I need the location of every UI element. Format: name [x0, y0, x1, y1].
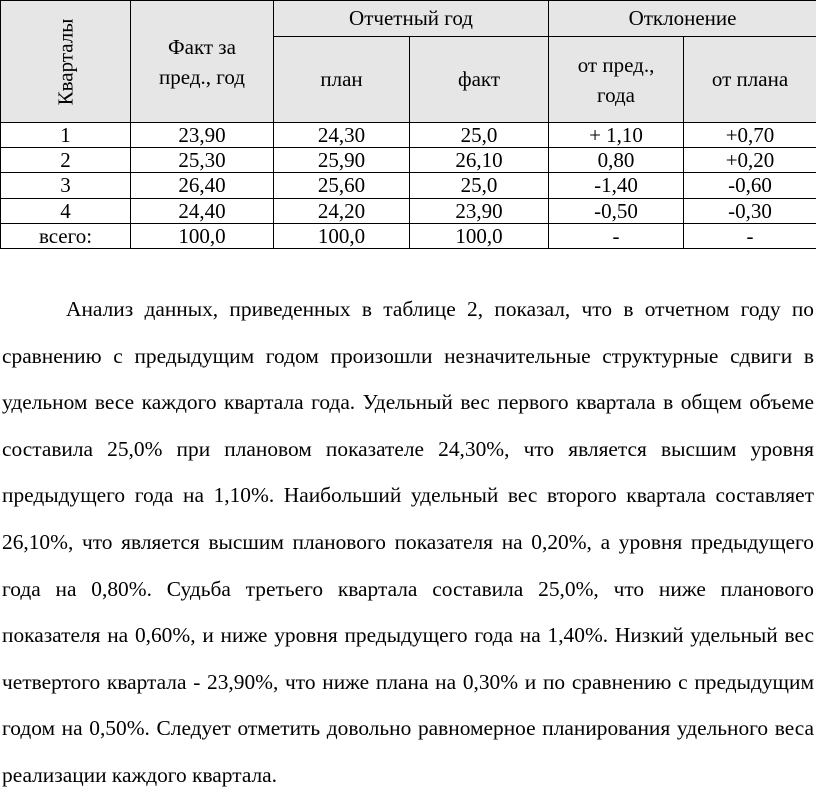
cell-dev-prev: -1,40 — [549, 173, 684, 198]
cell-quarter: 2 — [1, 148, 131, 173]
header-deviation: Отклонение — [549, 1, 816, 37]
cell-fact: 26,10 — [410, 148, 549, 173]
header-from-prev — [549, 37, 684, 123]
data-table — [0, 0, 816, 249]
header-row — [1, 1, 816, 37]
header-from-prev-line1: от пред., — [577, 52, 655, 77]
table-total-row — [1, 223, 816, 248]
header-fact-prev-line2: пред., год — [159, 64, 245, 89]
cell-dev-prev: + 1,10 — [549, 123, 684, 148]
header-quarters — [1, 1, 131, 123]
cell-dev-plan: -0,60 — [684, 173, 816, 198]
cell-plan: 25,90 — [274, 148, 410, 173]
header-from-prev-line2: года — [597, 82, 636, 107]
cell-total-label: всего: — [1, 223, 131, 248]
cell-fact-prev: 26,40 — [131, 173, 274, 198]
cell-plan: 24,30 — [274, 123, 410, 148]
cell-plan: 25,60 — [274, 173, 410, 198]
cell-dev-plan: -0,30 — [684, 198, 816, 223]
cell-dev-plan: +0,70 — [684, 123, 816, 148]
table-row — [1, 173, 816, 198]
table-row — [1, 198, 816, 223]
cell-fact-prev: 25,30 — [131, 148, 274, 173]
header-fact-prev — [131, 1, 274, 123]
header-fact: факт — [410, 37, 549, 123]
cell-fact: 25,0 — [410, 123, 549, 148]
cell-fact: 25,0 — [410, 173, 549, 198]
cell-fact-prev: 23,90 — [131, 123, 274, 148]
cell-dev-plan: - — [684, 223, 816, 248]
cell-fact-prev: 24,40 — [131, 198, 274, 223]
cell-fact: 23,90 — [410, 198, 549, 223]
cell-plan: 24,20 — [274, 198, 410, 223]
header-quarters-label: Кварталы — [53, 18, 77, 105]
header-fact-prev-line1: Факт за — [168, 34, 236, 59]
header-plan: план — [274, 37, 410, 123]
cell-fact-prev: 100,0 — [131, 223, 274, 248]
cell-dev-prev: - — [549, 223, 684, 248]
cell-dev-prev: -0,50 — [549, 198, 684, 223]
cell-quarter: 4 — [1, 198, 131, 223]
header-report-year: Отчетный год — [274, 1, 549, 37]
cell-plan: 100,0 — [274, 223, 410, 248]
cell-fact: 100,0 — [410, 223, 549, 248]
cell-dev-prev: 0,80 — [549, 148, 684, 173]
table-row — [1, 148, 816, 173]
cell-quarter: 1 — [1, 123, 131, 148]
cell-dev-plan: +0,20 — [684, 148, 816, 173]
analysis-paragraph: Анализ данных, приведенных в таблице 2, показал, что в отчетном году по сравнению с предыдущим годом произошли незначительные структурные сдвиги в удельном весе каждого квартала года. Удельный вес первого квартала в общем объеме составила 25,0% при плановом показателе 24,30%, что является высшим уровня предыдущего года на 1,10%. Наибольший удельный вес второго квартала составляет 26,10%, что является высшим планового показателя на 0,20%, а уровня предыдущего года на 0,80%. Судьба третьего квартала составила 25,0%, что ниже планового показателя на 0,60%, и ниже уровня предыдущего года на 1,40%. Низкий удельный вес четвертого квартала - 23,90%, что ниже плана на 0,30% и по сравнению с предыдущим годом на 0,50%. Следует отметить довольно равномерное планирования удельного веса реализации каждого квартала. — [2, 297, 814, 787]
header-from-plan: от плана — [684, 37, 816, 123]
table-row — [1, 123, 816, 148]
cell-quarter: 3 — [1, 173, 131, 198]
